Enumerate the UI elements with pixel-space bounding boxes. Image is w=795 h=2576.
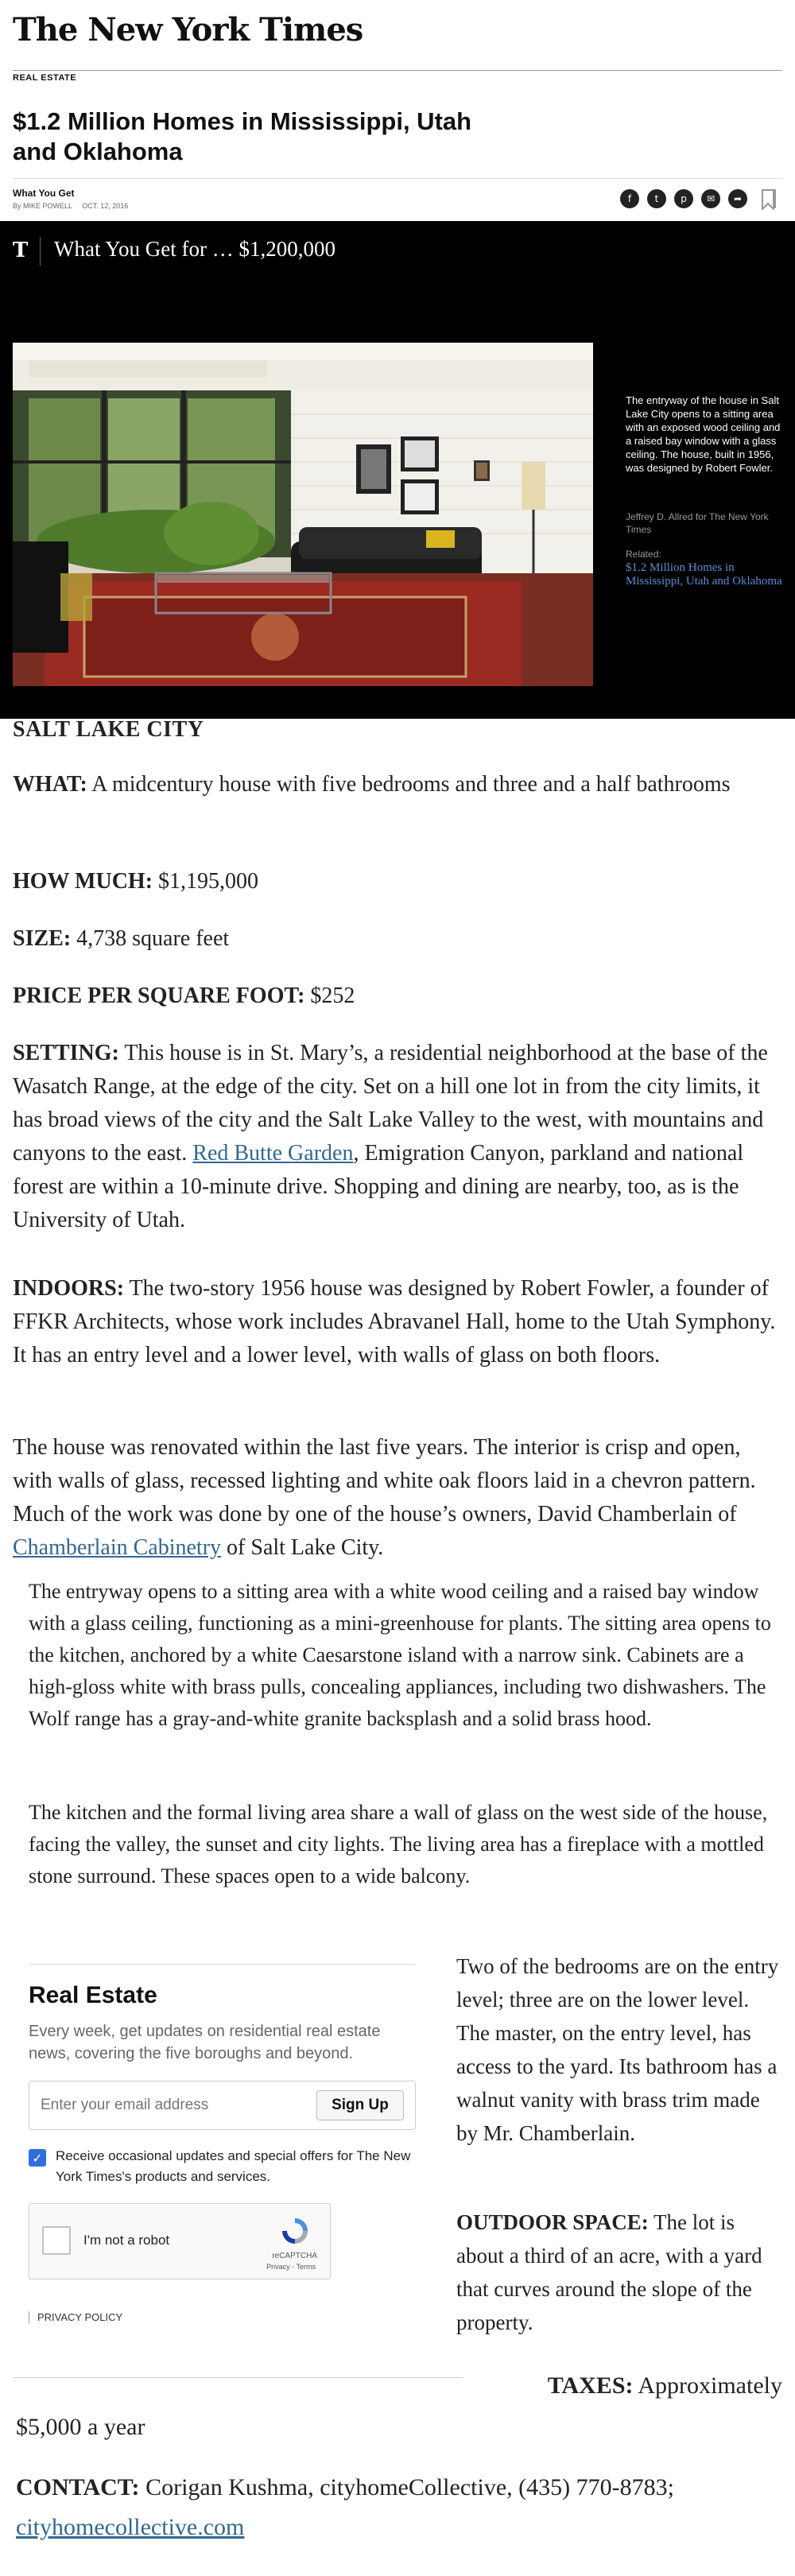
recaptcha-terms[interactable]: Privacy - Terms [266,2263,316,2271]
renovated-paragraph [13,1431,782,1565]
size-label: SIZE: [13,926,72,951]
renovated-text-1: The house was renovated within the last five years. The interior is crisp and open, with walls of glass, recessed lighting and white oak floors laid in a chevron pattern. Much of the work was done by one of the house’s owners, David Chamberlain of [13,1435,756,1527]
what-text: A midcentury house with five bedrooms and three and a half bathrooms [87,772,731,797]
email-field[interactable] [41,2094,295,2116]
contact-label: CONTACT: [16,2474,140,2500]
chamberlain-cabinetry-link[interactable]: Chamberlain Cabinetry [13,1535,222,1560]
pinterest-icon[interactable]: p [674,189,693,208]
outdoor-text: The lot is about a third of an acre, with a yard that curves around the slope of the property. [456,2210,762,2334]
photo-caption: The entryway of the house in Salt Lake City opens to a sitting area with an exposed wood ceiling and a raised bay window with a glass ceiling. The house, built in 1956, was designed by Robert Fowler. [626,394,781,474]
taxes-label: TAXES: [547,2372,634,2399]
recaptcha-widget [29,2203,331,2279]
taxes-amount: $5,000 a year [16,2414,145,2440]
contact-text: Corigan Kushma, cityhomeCollective, (435) 770-8783; [139,2474,674,2500]
recaptcha-brand: reCAPTCHA [272,2252,317,2260]
indoors-label: INDOORS: [13,1276,125,1301]
twitter-icon[interactable]: t [647,189,666,208]
recaptcha-label: I'm not a robot [83,2233,170,2248]
slideshow-title: What You Get for … $1,200,000 [54,237,335,261]
red-butte-garden-link[interactable]: Red Butte Garden [192,1141,354,1166]
setting-text-2: , Emigration Canyon, parkland and national forest are within a 10-minute drive. Shopping and dining are nearby, too, as is the University of Utah. [13,1141,744,1232]
ppsf-text: $252 [304,983,355,1008]
byline-author: By MIKE POWELL [13,202,72,210]
setting-label: SETTING: [13,1041,119,1065]
section-label[interactable]: REAL ESTATE [13,73,77,83]
ppsf-label: PRICE PER SQUARE FOOT: [13,983,305,1008]
city-heading: SALT LAKE CITY [13,717,204,742]
how-much-text: $1,195,000 [153,869,259,894]
indoors-text: The two-story 1956 house was designed by Robert Fowler, a founder of FFKR Architects, whose work includes Abravanel Hall, home to the Utah Symphony. It has an entry level and a lower level, with walls of glass on both floors. [13,1276,776,1368]
nyt-t-logo: T [13,239,29,262]
share-tools [620,189,776,208]
checkmark-icon[interactable]: ✓ [29,2149,46,2167]
related-link[interactable]: $1.2 Million Homes in Mississippi, Utah and Oklahoma [626,561,782,588]
indoors-paragraph [13,1272,782,1372]
what-label: WHAT: [13,772,87,797]
related-label: Related: [626,549,661,560]
ppsf-paragraph [13,980,782,1013]
save-icon[interactable] [762,189,776,208]
what-paragraph [13,768,782,801]
setting-text-1: This house is in St. Mary’s, a residential neighborhood at the base of the Wasatch Range, at the edge of the city. Set on a hill one lot in from the city limits, it has broad views of the city and the Salt Lake Valley to the west, with mountains and canyons to the east. [13,1041,768,1166]
slideshow[interactable] [0,221,795,719]
bookmark-shape [762,191,776,210]
recaptcha-checkbox[interactable] [42,2226,71,2255]
masthead-rule [13,70,782,71]
slideshow-divider [40,237,41,266]
setting-paragraph [13,1037,782,1237]
how-much-paragraph [13,865,782,898]
recaptcha-icon [279,2215,311,2247]
divider [13,2377,463,2378]
contact-paragraph [16,2468,787,2547]
divider [13,178,782,179]
updates-checkbox-label[interactable]: Receive occasional updates and special offers for The New York Times's products and services. [56,2148,411,2184]
share-icon[interactable]: ➦ [728,189,747,208]
size-text: 4,738 square feet [71,926,230,951]
taxes-text: Approximately [633,2372,782,2399]
entryway-paragraph: The entryway opens to a sitting area with a white wood ceiling and a raised bay window with a glass ceiling, functioning as a mini-greenhouse for plants. The sitting area opens to the kitchen, anchored by a white Caesarstone island with a narrow sink. Cabinets are a high-gloss white with brass pulls, concealing appliances, including two dishwashers. The Wolf range has a gray-and-white granite backsplash and a solid brass hood. [29,1580,771,1730]
facebook-icon[interactable]: f [620,189,639,208]
newsletter-signup [29,1964,416,2345]
renovated-text-2: of Salt Lake City. [221,1535,384,1560]
newsletter-form [29,2081,416,2130]
byline [13,202,128,210]
living-room-photo[interactable] [13,343,593,686]
newsletter-description: Every week, get updates on residential real estate news, covering the five boroughs and beyond. [29,2023,381,2062]
photo-credit: Jeffrey D. Allred for The New York Times [626,511,769,535]
page-title: $1.2 Million Homes in Mississippi, Utah and Oklahoma [13,107,472,165]
living-room-illustration [13,343,593,686]
byline-date: OCT. 12, 2016 [82,202,129,210]
how-much-label: HOW MUCH: [13,869,153,894]
size-paragraph [13,922,782,956]
nyt-masthead[interactable]: The New York Times [13,11,363,48]
outdoor-paragraph [456,2206,784,2339]
privacy-policy-link[interactable]: PRIVACY POLICY [29,2311,122,2323]
sign-up-button[interactable]: Sign Up [316,2090,404,2120]
kitchen-paragraph: The kitchen and the formal living area share a wall of glass on the west side of the house, facing the valley, the sunset and city lights. The living area has a fireplace with a mottled stone surround. These spaces open to a wide balcony. [29,1801,768,1887]
column-name[interactable]: What You Get [13,188,75,199]
cityhomecollective-link[interactable]: cityhomecollective.com [16,2514,245,2540]
outdoor-label: OUTDOOR SPACE: [456,2210,649,2234]
newsletter-title: Real Estate [29,1982,157,2008]
taxes-paragraph [548,2372,782,2399]
email-icon[interactable]: ✉ [701,189,720,208]
bedrooms-paragraph: Two of the bedrooms are on the entry level; three are on the lower level. The master, on the entry level, has access to the yard. Its bathroom has a walnut vanity with brass trim made by Mr. Chamberlain. [456,1954,779,2145]
